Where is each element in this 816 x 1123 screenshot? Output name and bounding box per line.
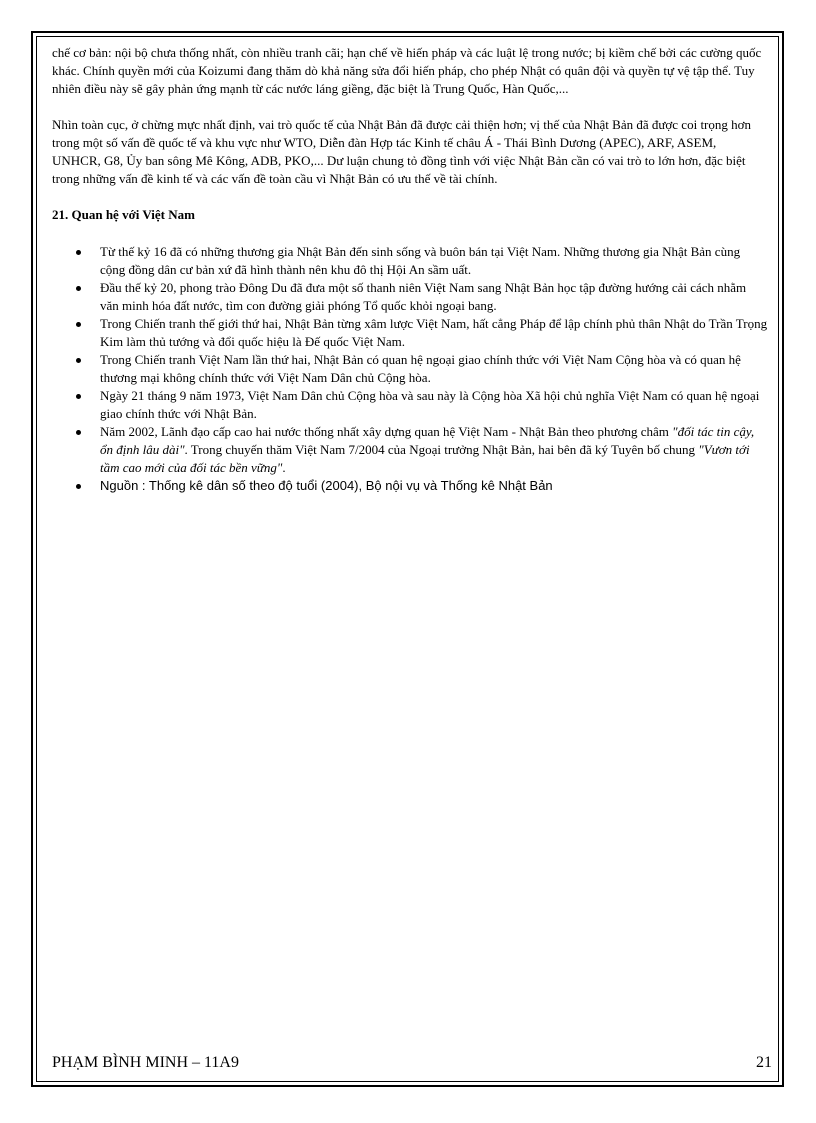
quoted-phrase: "đối tác tin cậy, ổn định lâu dài" [100, 424, 755, 457]
page-footer [52, 1053, 772, 1073]
overview-paragraph: Nhìn toàn cục, ở chừng mực nhất định, vai trò quốc tế của Nhật Bản đã được cải thiện hơn; vị thế của Nhật Bản đã được coi trọng hơn trong một số vấn đề quốc tế và khu vực như WTO, Diễn đàn Hợp tác Kinh tế châu Á - Thái Bình Dương (APEC), ARF, ASEM, UNHCR, G8, Ủy ban sông Mê Kông, ADB, PKO,... Dư luận chung tỏ đồng tình với việc Nhật Bản cần có vai trò to lớn hơn, đặc biệt trong những vấn đề kinh tế và các vấn đề toàn cầu vì Nhật Bản có ưu thế về tài chính. [52, 117, 752, 186]
continuation-paragraph: chế cơ bản: nội bộ chưa thống nhất, còn nhiều tranh cãi; hạn chế về hiến pháp và các luật lệ trong nước; bị kiềm chế bởi các cường quốc khác. Chính quyền mới của Koizumi đang thăm dò khả năng sửa đổi hiến pháp, cho phép Nhật có quân đội và quyền tự vệ tập thể. Tuy nhiên điều này sẽ gây phản ứng mạnh từ các nước láng giềng, đặc biệt là Trung Quốc, Hàn Quốc,... [52, 45, 762, 96]
footer-author: PHẠM BÌNH MINH – 11A9 [52, 1054, 239, 1071]
page-number: 21 [756, 1054, 772, 1071]
vietnam-relations-list [52, 243, 768, 477]
list-item [52, 315, 768, 351]
bullet-icon [76, 250, 81, 255]
list-item-text: . Trong chuyến thăm Việt Nam 7/2004 của Ngoại trưởng Nhật Bản, hai bên đã ký Tuyên bố chung [184, 442, 699, 457]
bullet-icon [76, 358, 81, 363]
bullet-icon [76, 484, 81, 489]
list-item-text: . [282, 460, 286, 475]
list-item-text: Ngày 21 tháng 9 năm 1973, Việt Nam Dân chủ Cộng hòa và sau này là Cộng hòa Xã hội chủ nghĩa Việt Nam có quan hệ ngoại giao chính thức với Nhật Bản. [100, 388, 760, 421]
list-item [52, 387, 768, 423]
source-list [52, 477, 768, 495]
list-item-text: Trong Chiến tranh thế giới thứ hai, Nhật Bản từng xâm lược Việt Nam, hất cẳng Pháp để lập chính phủ thân Nhật do Trần Trọng Kim làm thủ tướng và đổi quốc hiệu là Đế quốc Việt Nam. [100, 316, 768, 349]
list-item-text: Đầu thế kỷ 20, phong trào Đông Du đã đưa một số thanh niên Việt Nam sang Nhật Bản học tập đường hướng cải cách nhằm văn minh hóa đất nước, tìm con đường giải phóng Tổ quốc khỏi ngoại bang. [100, 280, 747, 313]
list-item-text: Năm 2002, Lãnh đạo cấp cao hai nước thống nhất xây dựng quan hệ Việt Nam - Nhật Bản theo phương châm [100, 424, 673, 439]
bullet-icon [76, 394, 81, 399]
list-item [52, 243, 768, 279]
bullet-icon [76, 322, 81, 327]
quoted-phrase: "Vươn tới tầm cao mới của đối tác bền vững" [100, 442, 750, 475]
section-heading: 21. Quan hệ với Việt Nam [52, 207, 195, 222]
list-item-text: Trong Chiến tranh Việt Nam lần thứ hai, Nhật Bản có quan hệ ngoại giao chính thức với Việt Nam Cộng hòa và có quan hệ thương mại không chính thức với Việt Nam Dân chủ Cộng hòa. [100, 352, 741, 385]
bullet-icon [76, 286, 81, 291]
source-note [52, 477, 768, 495]
list-item [52, 423, 768, 477]
page-content [52, 44, 768, 495]
list-item [52, 351, 768, 387]
list-item-text: Từ thế kỷ 16 đã có những thương gia Nhật Bản đến sinh sống và buôn bán tại Việt Nam. Những thương gia Nhật Bản cùng cộng đồng dân cư bản xứ đã hình thành nên khu đô thị Hội An sầm uất. [100, 244, 741, 277]
list-item [52, 279, 768, 315]
bullet-icon [76, 430, 81, 435]
source-note-text: Nguồn : Thống kê dân số theo độ tuổi (2004), Bộ nội vụ và Thống kê Nhật Bản [100, 478, 553, 493]
